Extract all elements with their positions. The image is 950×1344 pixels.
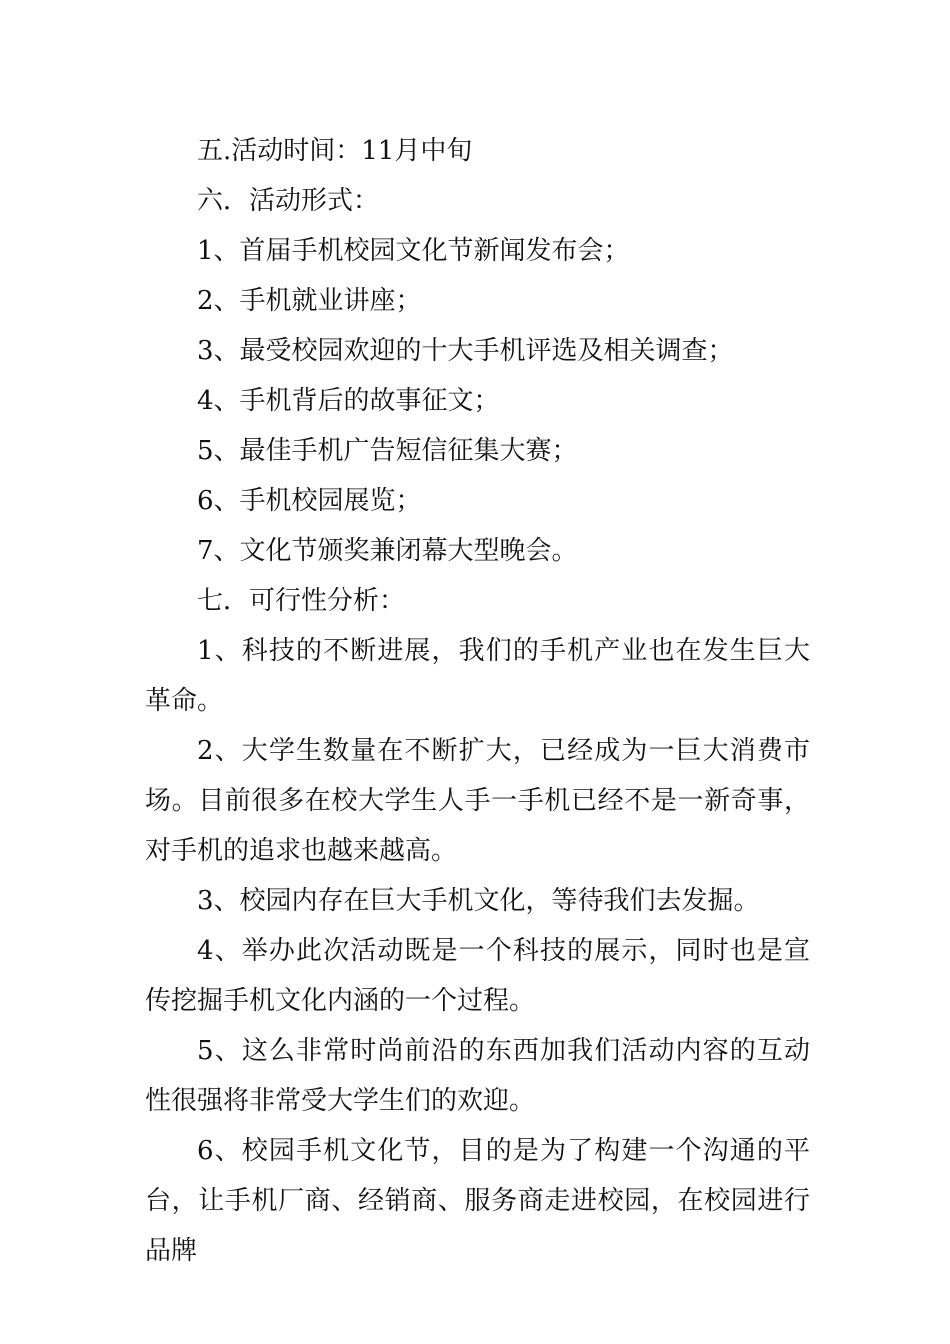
paragraph: 6、校园手机文化节，目的是为了构建一个沟通的平台，让手机厂商、经销商、服务商走进校园，在校园进行品牌 bbox=[145, 1136, 810, 1266]
list-item: 4、手机背后的故事征文； bbox=[197, 386, 500, 416]
paragraph: 2、大学生数量在不断扩大，已经成为一巨大消费市场。目前很多在校大学生人手一手机已经不是一新奇事，对手机的追求也越来越高。 bbox=[145, 736, 810, 866]
section-heading-activity-time: 五.活动时间：11月中旬 bbox=[197, 136, 473, 166]
section-heading-feasibility: 七．可行性分析： bbox=[197, 586, 406, 616]
section-heading-activity-form: 六．活动形式： bbox=[197, 186, 380, 216]
paragraph: 4、举办此次活动既是一个科技的展示，同时也是宣传挖掘手机文化内涵的一个过程。 bbox=[145, 936, 810, 1016]
paragraph: 3、校园内存在巨大手机文化，等待我们去发掘。 bbox=[197, 886, 760, 916]
paragraph: 5、这么非常时尚前沿的东西加我们活动内容的互动性很强将非常受大学生们的欢迎。 bbox=[145, 1036, 810, 1116]
list-item: 2、手机就业讲座； bbox=[197, 286, 422, 316]
list-item: 5、最佳手机广告短信征集大赛； bbox=[197, 436, 578, 466]
paragraph: 1、科技的不断进展，我们的手机产业也在发生巨大革命。 bbox=[145, 636, 810, 716]
list-item: 3、最受校园欢迎的十大手机评选及相关调查； bbox=[197, 336, 734, 366]
list-item: 1、首届手机校园文化节新闻发布会； bbox=[197, 236, 630, 266]
list-item: 7、文化节颁奖兼闭幕大型晚会。 bbox=[197, 536, 578, 566]
document-body bbox=[145, 126, 810, 1276]
list-item: 6、手机校园展览； bbox=[197, 486, 422, 516]
